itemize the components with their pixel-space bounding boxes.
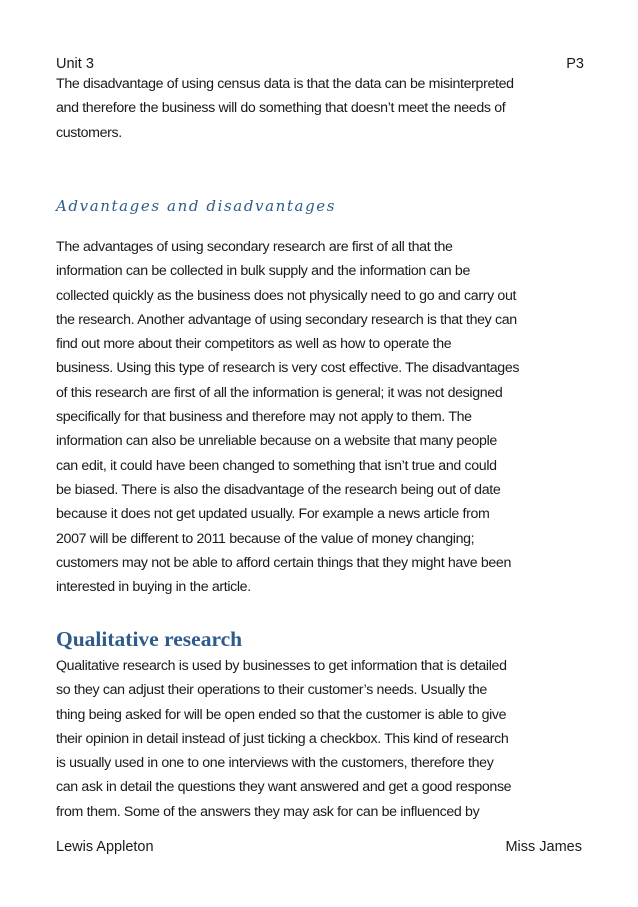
paragraph-line: collected quickly as the business does not physically need to go and carry out [56,287,517,304]
paragraph-line: business. Using this type of research is very cost effective. The disadvantages [56,360,520,377]
paragraph-line: find out more about their competitors as well as how to operate the [56,336,452,353]
intro-line: The disadvantage of using census data is that the data can be misinterpreted [56,76,514,92]
paragraph-line: interested in buying in the article. [56,579,251,596]
paragraph-line: of this research are first of all the information is general; it was not designed [56,384,503,401]
paragraph-line: can ask in detail the questions they want answered and get a good response [56,779,512,796]
intro-line: and therefore the business will do something that doesn’t meet the needs of [56,100,506,117]
header-unit: Unit 3 [56,56,94,72]
paragraph-line: the research. Another advantage of using secondary research is that they can [56,311,517,328]
page-header [56,54,584,74]
paragraph-line: their opinion in detail instead of just ticking a checkbox. This kind of research [56,730,509,747]
paragraph-line: specifically for that business and therefore may not apply to them. The [56,409,472,426]
paragraph-line: so they can adjust their operations to their customer’s needs. Usually the [56,682,487,699]
paragraph-line: information can also be unreliable because on a website that many people [56,433,497,450]
paragraph-line: 2007 will be different to 2011 because of the value of money changing; [56,530,475,547]
section-heading-advantages: Advantages and disadvantages [56,197,337,215]
qualitative-paragraph [56,654,596,824]
footer-author: Lewis Appleton [56,839,154,855]
paragraph-line: because it does not get updated usually. For example a news article from [56,506,490,523]
header-criterion: P3 [566,56,584,72]
footer-teacher: Miss James [505,839,582,855]
paragraph-line: thing being asked for will be open ended so that the customer is able to give [56,706,507,723]
paragraph-line: from them. Some of the answers they may ask for can be influenced by [56,803,480,820]
paragraph-line: customers may not be able to afford certain things that they might have been [56,554,512,571]
paragraph-line: is usually used in one to one interviews with the customers, therefore they [56,755,494,772]
advantages-paragraph [56,235,596,599]
intro-line: customers. [56,124,122,141]
page-footer [56,837,582,857]
paragraph-line: information can be collected in bulk supply and the information can be [56,263,471,280]
paragraph-line: Qualitative research is used by businesses to get information that is detailed [56,658,507,674]
paragraph-line: The advantages of using secondary research are first of all that the [56,239,453,255]
paragraph-line: can edit, it could have been changed to something that isn’t true and could [56,457,497,474]
intro-paragraph [56,72,596,145]
section-heading-qualitative: Qualitative research [56,627,243,651]
paragraph-line: be biased. There is also the disadvantage of the research being out of date [56,481,501,498]
